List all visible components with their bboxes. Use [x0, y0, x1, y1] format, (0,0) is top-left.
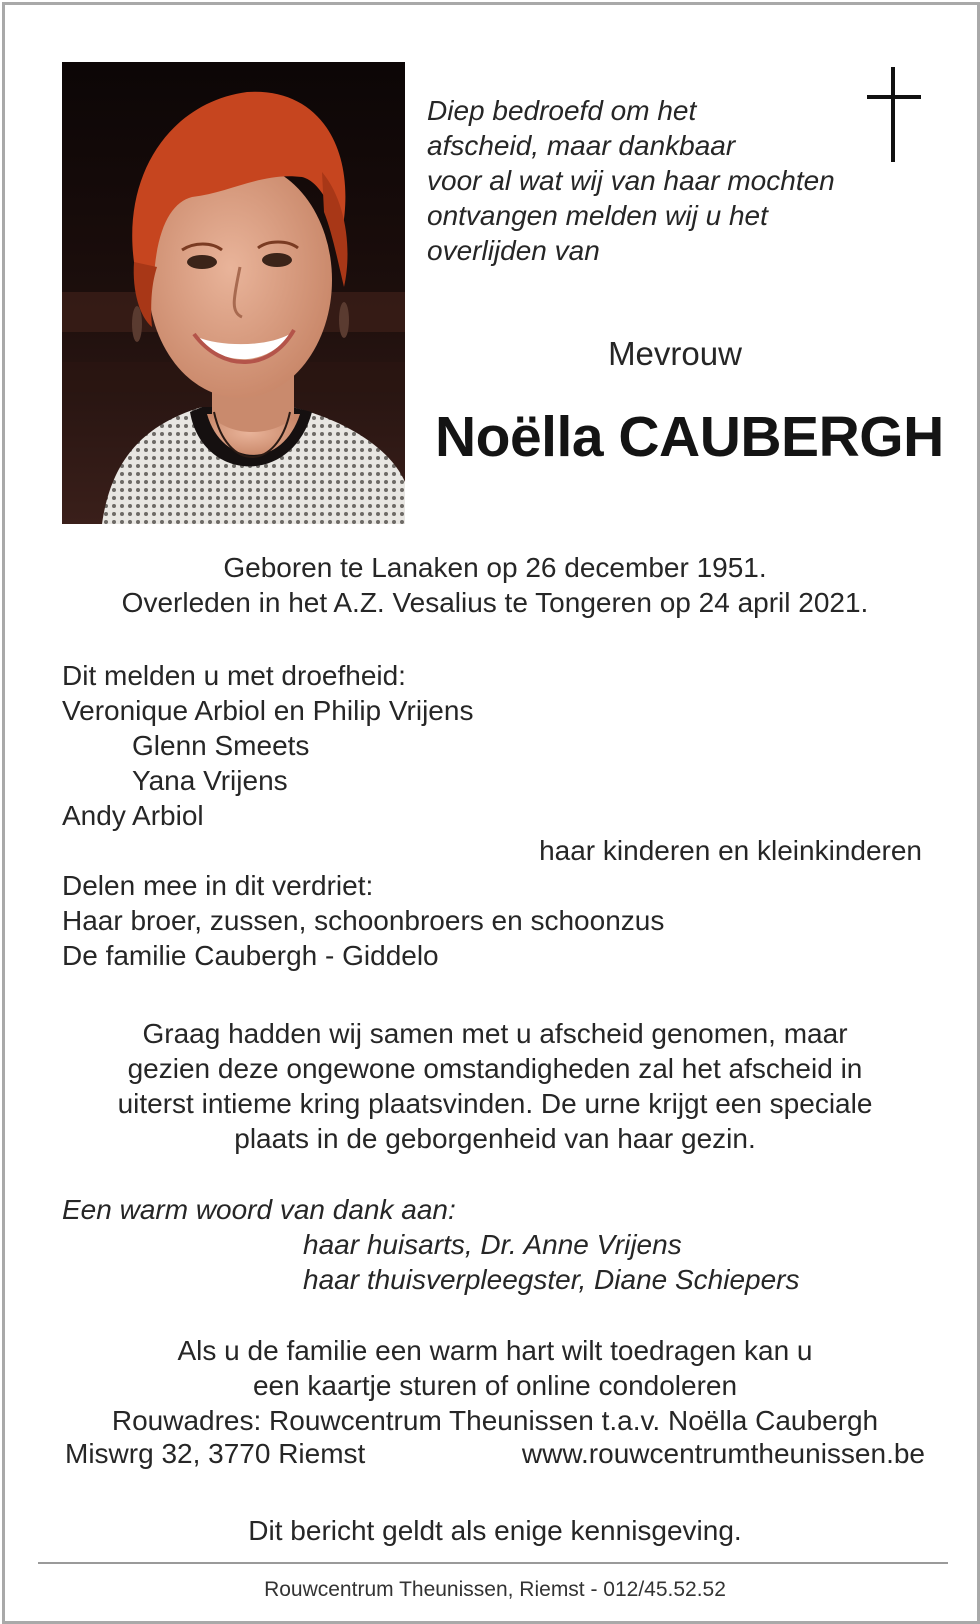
- intro-line: Diep bedroefd om het: [427, 95, 697, 126]
- contact-line: een kaartje sturen of online condoleren: [252, 1370, 738, 1401]
- family-member: Glenn Smeets: [132, 730, 310, 761]
- family-member: Veronique Arbiol en Philip Vrijens: [62, 695, 474, 726]
- contact-line: Rouwadres: Rouwcentrum Theunissen t.a.v. Noëlla Caubergh: [111, 1405, 879, 1436]
- portrait-photo: [62, 62, 405, 524]
- farewell-line: uiterst intieme kring plaatsvinden. De urne krijgt een speciale: [117, 1088, 873, 1119]
- birth-line: Geboren te Lanaken op 26 december 1951.: [223, 552, 767, 583]
- obituary-card: [2, 2, 980, 1624]
- dates-block: [45, 550, 945, 620]
- footer-text: Rouwcentrum Theunissen, Riemst - 012/45.52.52: [264, 1578, 726, 1601]
- notice-text: Dit bericht geldt als enige kennisgeving.: [248, 1515, 742, 1546]
- portrait-illustration: [62, 62, 405, 524]
- farewell-line: Graag hadden wij samen met u afscheid genomen, maar: [142, 1018, 848, 1049]
- family-member: Andy Arbiol: [62, 800, 204, 831]
- footer-divider: [38, 1562, 948, 1564]
- thanks-item: haar thuisverpleegster, Diane Schiepers: [303, 1264, 800, 1295]
- deceased-name: Noëlla CAUBERGH: [435, 405, 944, 469]
- salutation: Mevrouw: [608, 335, 742, 372]
- family-member: Haar broer, zussen, schoonbroers en schoonzus: [62, 905, 665, 936]
- farewell-line: gezien deze ongewone omstandigheden zal het afscheid in: [127, 1053, 863, 1084]
- address-line: [65, 1438, 925, 1473]
- cross-icon: [867, 67, 923, 167]
- family-member: Yana Vrijens: [132, 765, 288, 796]
- intro-line: voor al wat wij van haar mochten: [427, 165, 835, 196]
- thanks-heading: Een warm woord van dank aan:: [62, 1194, 456, 1225]
- intro-line: afscheid, maar dankbaar: [427, 130, 736, 161]
- website-link[interactable]: www.rouwcentrumtheunissen.be: [521, 1438, 925, 1469]
- death-line: Overleden in het A.Z. Vesalius te Tongeren op 24 april 2021.: [121, 587, 869, 618]
- thanks-item: haar huisarts, Dr. Anne Vrijens: [303, 1229, 682, 1260]
- thanks-block: [62, 1192, 922, 1297]
- family-block: [62, 658, 922, 973]
- family-heading: Dit melden u met droefheid:: [62, 660, 406, 691]
- farewell-block: [45, 1016, 945, 1156]
- share-heading: Delen mee in dit verdriet:: [62, 870, 374, 901]
- contact-block: [45, 1333, 945, 1438]
- intro-line: ontvangen melden wij u het: [427, 200, 768, 231]
- postal-address: Miswrg 32, 3770 Riemst: [65, 1438, 366, 1469]
- intro-line: overlijden van: [427, 235, 600, 266]
- contact-line: Als u de familie een warm hart wilt toedragen kan u: [177, 1335, 813, 1366]
- family-relation: haar kinderen en kleinkinderen: [539, 835, 922, 866]
- intro-text: [427, 93, 897, 268]
- family-member: De familie Caubergh - Giddelo: [62, 940, 439, 971]
- notice-block: [45, 1513, 945, 1548]
- farewell-line: plaats in de geborgenheid van haar gezin.: [234, 1123, 756, 1154]
